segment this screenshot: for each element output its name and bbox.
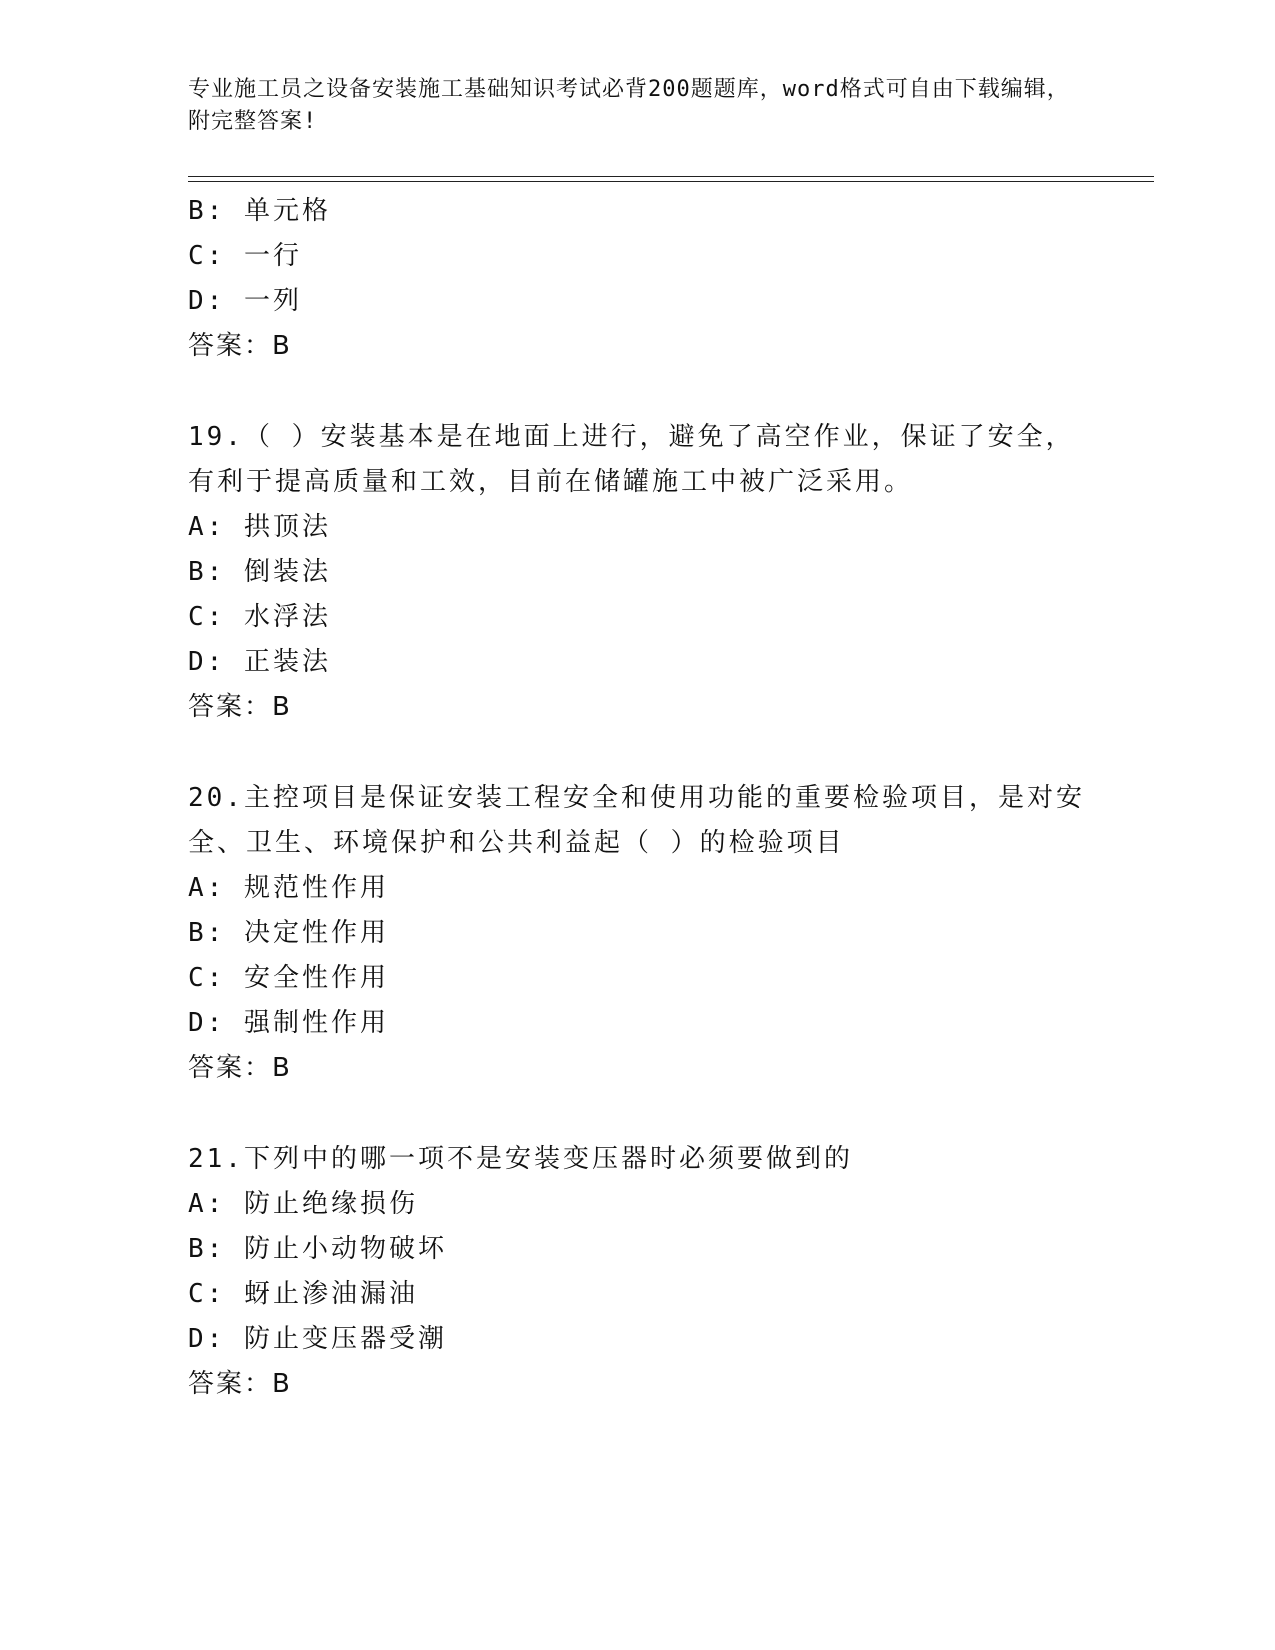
option-b: B: 防止小动物破坏 (188, 1234, 447, 1264)
option-d: D: 一列 (188, 286, 302, 316)
question-19 (188, 415, 1088, 730)
question-text-line: 21.下列中的哪一项不是安装变压器时必须要做到的 (188, 1144, 853, 1174)
answer-line: 答案：B (188, 692, 292, 722)
answer-line: 答案：B (188, 1369, 292, 1399)
option-b: B: 单元格 (188, 196, 331, 226)
option-d: D: 正装法 (188, 647, 331, 677)
question-text-line: 全、卫生、环境保护和公共利益起（ ）的检验项目 (188, 828, 845, 858)
question-list (188, 189, 1088, 1407)
option-c: C: 安全性作用 (188, 963, 389, 993)
document-header (188, 74, 1088, 138)
question-20 (188, 776, 1088, 1091)
header-title: 专业施工员之设备安装施工基础知识考试必背200题题库，word格式可自由下载编辑，附完整答案! (188, 77, 1070, 134)
option-a: A: 拱顶法 (188, 512, 331, 542)
option-d: D: 强制性作用 (188, 1008, 389, 1038)
option-a: A: 防止绝缘损伤 (188, 1189, 418, 1219)
question-21 (188, 1137, 1088, 1407)
option-d: D: 防止变压器受潮 (188, 1324, 447, 1354)
answer-line: 答案：B (188, 331, 292, 361)
header-rule-bottom (188, 181, 1154, 182)
option-c: C: 一行 (188, 241, 302, 271)
option-c: C: 蚜止渗油漏油 (188, 1279, 418, 1309)
option-b: B: 决定性作用 (188, 918, 389, 948)
question-text-line: 19.（ ）安装基本是在地面上进行，避免了高空作业，保证了安全， (188, 422, 1075, 452)
answer-line: 答案：B (188, 1053, 292, 1083)
header-rule-top (188, 176, 1154, 177)
option-b: B: 倒装法 (188, 557, 331, 587)
question-partial (188, 189, 1088, 369)
question-text-line: 有利于提高质量和工效，目前在储罐施工中被广泛采用。 (188, 467, 914, 497)
question-text-line: 20.主控项目是保证安装工程安全和使用功能的重要检验项目，是对安 (188, 783, 1085, 813)
option-c: C: 水浮法 (188, 602, 331, 632)
option-a: A: 规范性作用 (188, 873, 389, 903)
